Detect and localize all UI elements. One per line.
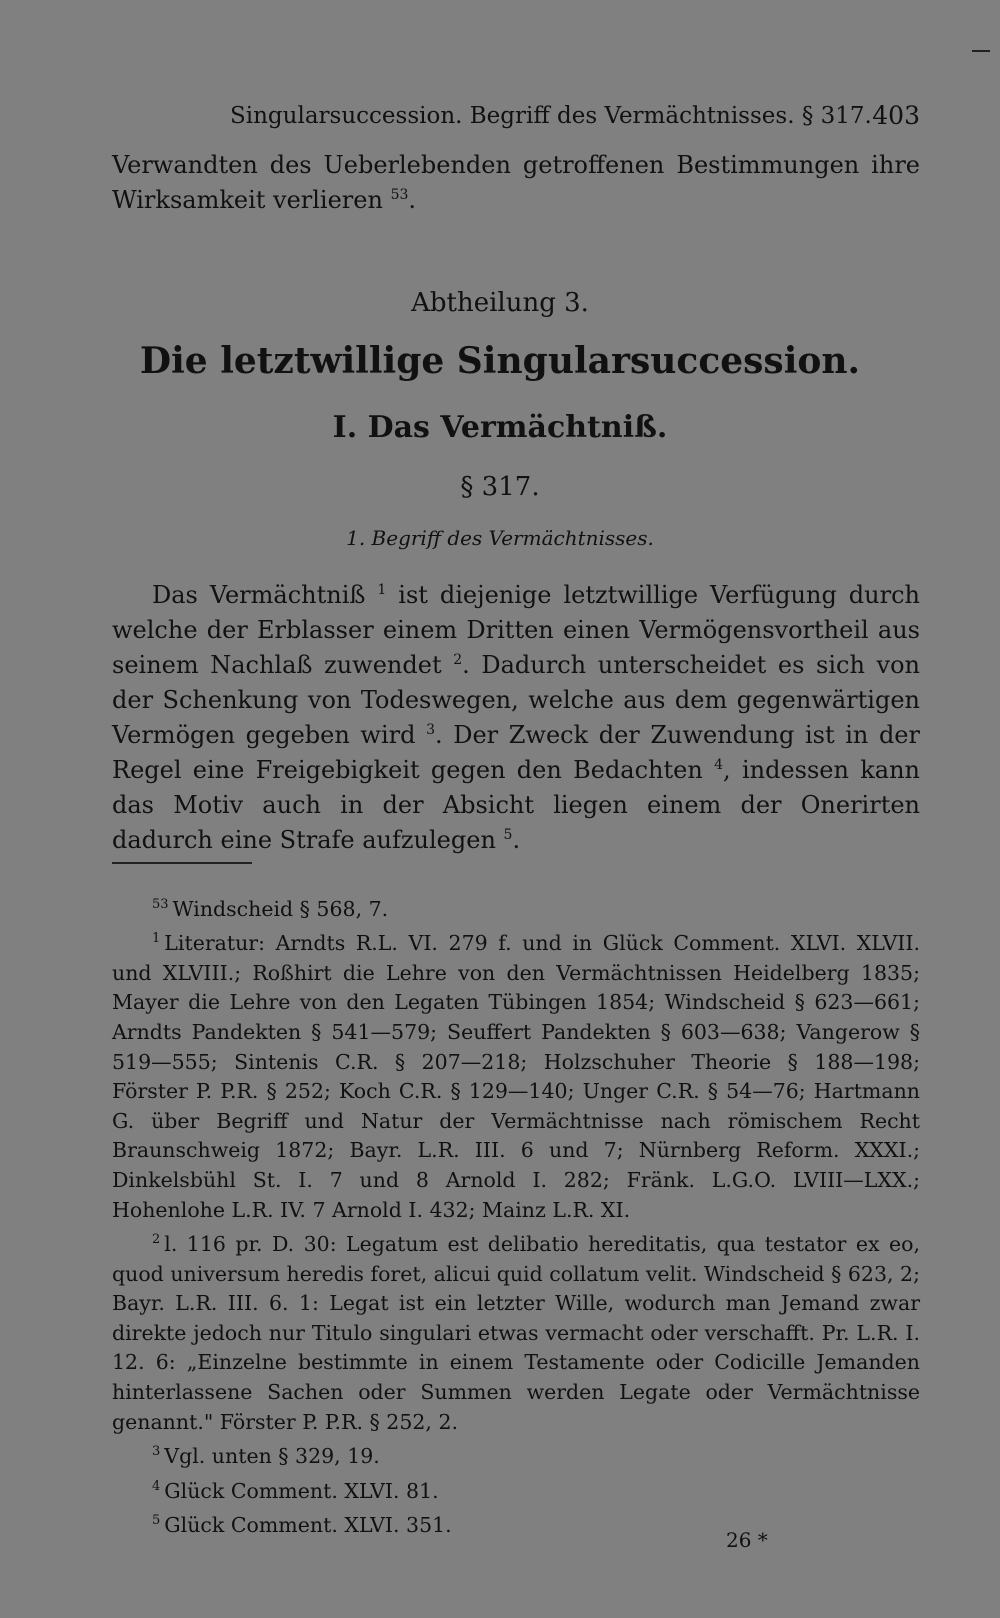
footnote-mark: 5 [152, 1513, 161, 1529]
section-number: § 317. [460, 472, 540, 502]
continuation-paragraph: Verwandten des Ueberlebenden getroffenen Bestimmungen ihre Wirksamkeit verlieren $^{53}$. [112, 151, 920, 214]
footnote-53 [112, 890, 920, 924]
footnote-text: Literatur: Arndts R.L. VI. 279 f. und in Glück Comment. XLVI. XLVII. und XLVIII.; Roßhirt die Lehre von den Vermächtnissen Heidelberg 1835; Mayer die Lehre von den Legaten Tübingen 1854; Windscheid § 623—661; Arndts Pandekten § 541—579; Seuffert Pandekten § 603—638; Vangerow § 519—555; Sintenis C.R. § 207—218; Holzschuher Theorie § 188—198; Förster P. P.R. § 252; Koch C.R. § 129—140; Unger C.R. § 54—76; Hartmann G. über Begriff und Natur der Vermächtnisse nach römischem Recht Braunschweig 1872; Bayr. L.R. III. 6 und 7; Nürnberg Reform. XXXI.; Dinkelsbühl St. I. 7 und 8 Arnold I. 282; Fränk. L.G.O. LVIII—LXX.; Hohenlohe L.R. IV. 7 Arnold I. 432; Mainz L.R. XI. [112, 931, 920, 1222]
footnote-ref-2: 2 [453, 652, 463, 668]
footnote-3 [112, 1437, 920, 1471]
footnote-1 [112, 924, 920, 1225]
main-paragraph [112, 578, 920, 858]
footnote-text: Windscheid § 568, 7. [172, 896, 389, 921]
footnote-text: Glück Comment. XLVI. 351. [164, 1512, 452, 1537]
footnote-ref-3: 3 [426, 722, 435, 738]
footnote-4 [112, 1472, 920, 1506]
footnote-mark: 1 [152, 931, 161, 947]
footnote-ref-4: 4 [714, 757, 724, 773]
footnote-2 [112, 1225, 920, 1437]
footnote-mark: 53 [152, 897, 169, 912]
main-text-part-1: Das Vermächtniß [152, 581, 366, 609]
running-head-text: Singularsuccession. Begriff des Vermächtnisses. § 317. [230, 103, 872, 129]
printer-signature: 26 * [726, 1528, 768, 1552]
page-number: 403 [872, 101, 920, 130]
running-head [112, 96, 920, 136]
main-text-part-2: ist diejenige letztwillige Verfügung durch welche der Erblasser einem Dritten einen Vermögensvortheil aus seinem Nachlaß zuwendet [112, 581, 920, 679]
chapter-title: I. Das Vermächtniß. [332, 410, 668, 445]
part-title: Die letztwillige Singularsuccession. [139, 340, 861, 382]
subsection-title: 1. Begriff des Vermächtnisses. [346, 526, 654, 550]
division-heading: Abtheilung 3. [411, 288, 589, 318]
footnote-ref-1: 1 [377, 582, 387, 598]
footnote-mark: 2 [152, 1232, 161, 1248]
footnote-5 [112, 1506, 920, 1540]
footnote-text: l. 116 pr. D. 30: Legatum est delibatio hereditatis, qua testator ex eo, quod universum heredis foret, alicui quid collatum velit. Windscheid § 623, 2; Bayr. L.R. III. 6. 1: Legat ist ein letzter Wille, wodurch man Jemand zwar direkte jedoch nur Titulo singulari etwas vermacht oder verschafft. Pr. L.R. I. 12. 6: „Einzelne bestimmte in einem Testamente oder Codicille Jemanden hinterlassene Sachen oder Summen werden Legate oder Vermächtnisse genannt." Förster P. P.R. § 252, 2. [112, 1232, 920, 1434]
main-text-part-4: . Der Zweck der Zuwendung ist in der Regel eine Freigebigkeit gegen den Bedachten [112, 721, 920, 784]
main-text-part-6: . [512, 826, 521, 854]
edge-mark [972, 50, 990, 52]
main-text-part-3: . Dadurch unterscheidet es sich von der Schenkung von Todeswegen, welche aus dem gegenwärtigen Vermögen gegeben wird [112, 651, 921, 749]
footnote-mark: 3 [152, 1444, 161, 1460]
footnote-text: Glück Comment. XLVI. 81. [164, 1478, 439, 1503]
continuation-text: Verwandten des Ueberlebenden getroffenen Bestimmungen ihre Wirksamkeit verlieren [112, 151, 920, 214]
footnote-separator [112, 862, 252, 864]
main-text-part-5: , indessen kann das Motiv auch in der Absicht liegen einem der Onerirten dadurch eine Strafe aufzulegen [112, 756, 920, 854]
footnotes [112, 890, 920, 1540]
footnote-ref-53: 53 [390, 187, 409, 203]
footnote-ref-5: 5 [503, 827, 513, 843]
footnote-text: Vgl. unten § 329, 19. [164, 1444, 380, 1468]
footnote-mark: 4 [152, 1478, 161, 1494]
